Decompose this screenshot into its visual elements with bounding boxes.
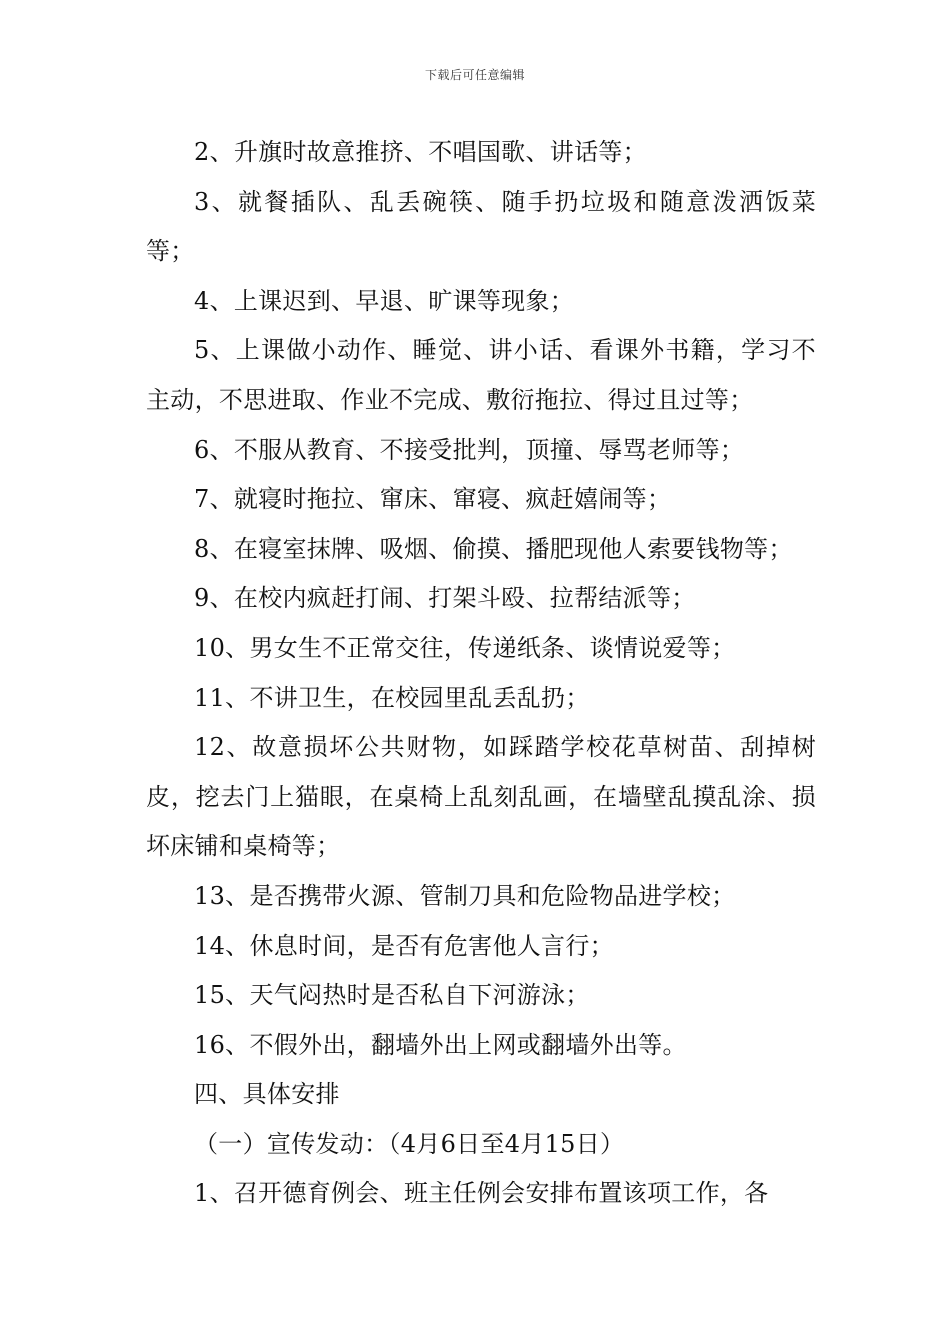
list-item: 11、不讲卫生，在校园里乱丢乱扔； <box>194 683 590 712</box>
list-item: 16、不假外出，翻墙外出上网或翻墙外出等。 <box>194 1030 687 1059</box>
list-item: 5、上课做小动作、睡觉、讲小话、看课外书籍，学习不主动，不思进取、作业不完成、敷衍拖拉、得过且过等； <box>146 336 816 414</box>
list-item: 9、在校内疯赶打闹、打架斗殴、拉帮结派等； <box>194 584 696 613</box>
list-item: 3、就餐插队、乱丢碗筷、随手扔垃圾和随意泼洒饭菜等； <box>146 187 816 266</box>
list-item: 4、上课迟到、早退、旷课等现象； <box>194 286 575 315</box>
subsection-heading: （一）宣传发动：（4月6日至4月15日） <box>194 1129 625 1158</box>
list-item: 15、天气闷热时是否私自下河游泳； <box>194 981 590 1010</box>
list-item: 10、男女生不正常交往，传递纸条、谈情说爱等； <box>194 633 736 662</box>
list-item: 1、召开德育例会、班主任例会安排布置该项工作，各 <box>194 1179 769 1208</box>
list-item: 14、休息时间，是否有危害他人言行； <box>194 931 614 960</box>
list-item: 7、就寝时拖拉、窜床、窜寝、疯赶嬉闹等； <box>194 485 672 514</box>
page-header-note: 下载后可任意编辑 <box>424 68 525 82</box>
list-item: 13、是否携带火源、管制刀具和危险物品进学校； <box>194 881 736 910</box>
list-item: 6、不服从教育、不接受批判，顶撞、辱骂老师等； <box>194 435 745 464</box>
section-heading: 四、具体安排 <box>194 1080 340 1109</box>
document-body <box>146 128 816 1219</box>
list-item: 2、升旗时故意推挤、不唱国歌、讲话等； <box>194 138 647 166</box>
list-item: 8、在寝室抹牌、吸烟、偷摸、播肥现他人索要钱物等； <box>194 534 793 563</box>
list-item: 12、故意损坏公共财物，如踩踏学校花草树苗、刮掉树皮，挖去门上猫眼，在桌椅上乱刻乱画，在墙壁乱摸乱涂、损坏床铺和桌椅等； <box>146 733 816 861</box>
